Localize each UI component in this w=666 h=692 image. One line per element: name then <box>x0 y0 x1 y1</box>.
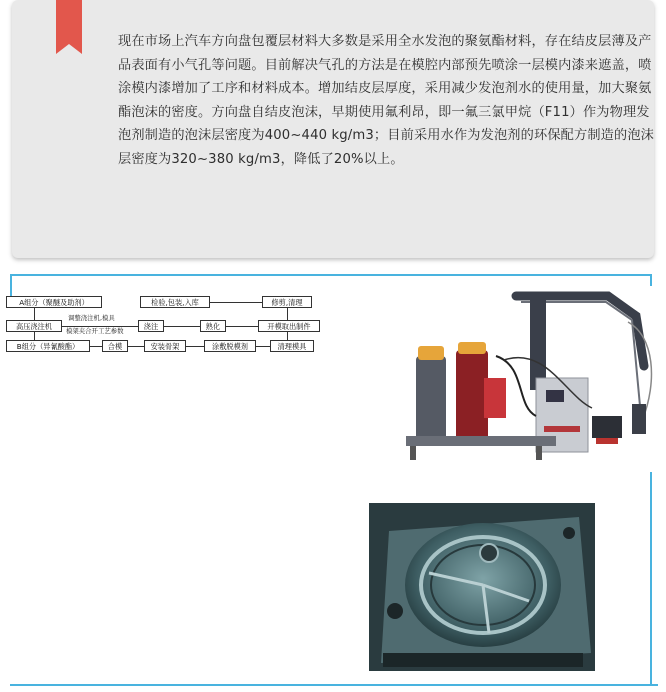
process-flowchart <box>4 292 334 362</box>
flow-node-clean-mold: 清理模具 <box>270 340 314 352</box>
intro-paragraph: 现在市场上汽车方向盘包覆层材料大多数是采用全水发泡的聚氨酯材料，存在结皮层薄及产品表面有小气孔等问题。目前解决气孔的方法是在模腔内部预先喷涂一层模内漆来遮盖，喷涂模内漆增加了工序和材料成本。增加结皮层厚度，采用减少发泡剂水的使用量，加大聚氨酯泡沫的密度。方向盘自结皮泡沫，早期使用氟利昂，即一氟三氯甲烷（F11）作为物理发泡剂制造的泡沫层密度为400~440 kg/m3；目前采用水作为发泡剂的环保配方制造的泡沫层密度为320~380 kg/m3，降低了20%以上。 <box>118 34 655 167</box>
flow-node-inspect: 检验,包装,入库 <box>140 296 210 308</box>
flow-node-pour: 浇注 <box>138 320 164 332</box>
flow-node-b-component: B组分（异氰酸酯） <box>6 340 90 352</box>
flow-node-open-mold: 开模取出制件 <box>258 320 320 332</box>
flow-node-spray-release: 涂敷脱模剂 <box>204 340 256 352</box>
flow-node-cure: 熟化 <box>200 320 226 332</box>
flow-note-adjust: 调整浇注机,模具 <box>68 314 115 322</box>
steering-wheel-mold-image <box>369 503 595 671</box>
flow-node-high-pressure: 高压浇注机 <box>6 320 62 332</box>
foaming-machine-image <box>396 286 658 472</box>
flow-node-close-mold: 合模 <box>102 340 128 352</box>
text-card <box>12 0 654 258</box>
bookmark-ribbon-icon <box>56 0 82 54</box>
flow-node-install-frame: 安装骨架 <box>144 340 186 352</box>
flow-node-a-component: A组分（聚醚及助剂） <box>6 296 102 308</box>
flow-node-trim: 修剪,清理 <box>262 296 312 308</box>
flow-note-frame-params: 模架夹合开工艺参数 <box>66 327 124 335</box>
